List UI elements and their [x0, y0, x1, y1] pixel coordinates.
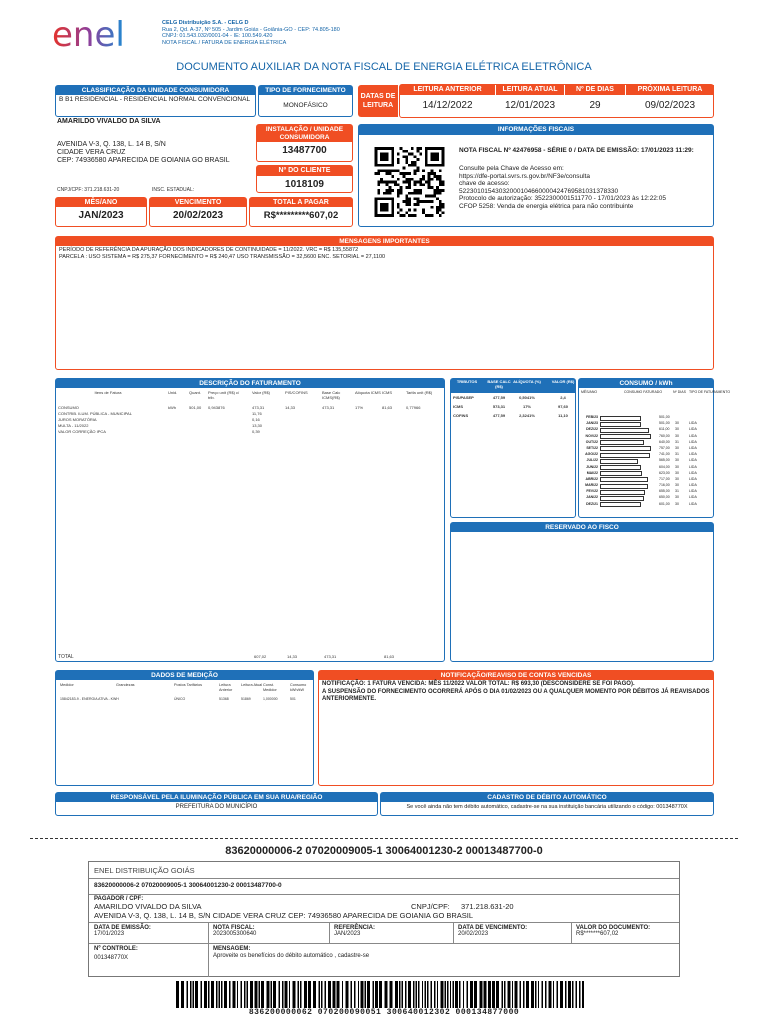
- debito-value: Se você ainda não tem débito automático, cadastre-se na sua instituição bancária utilizando o código: 001348770X: [406, 804, 688, 810]
- stub-emissao: 17/01/2023: [94, 931, 125, 937]
- classificacao-box: CLASSIFICAÇÃO DA UNIDADE CONSUMIDORA B B1 RESIDENCIAL - RESIDENCIAL NORMAL CONVENCIONAL: [55, 85, 256, 117]
- consumo-col-header: MÊS/ANO: [581, 390, 598, 394]
- consumo-bar: [600, 496, 644, 501]
- faturamento-total-value: 607,02: [254, 654, 267, 659]
- table-row: [451, 393, 575, 402]
- total-box: TOTAL A PAGAR R$*********607,02: [249, 197, 353, 227]
- numero-dias: 29: [589, 100, 601, 111]
- cliente-endereco-3: CEP: 74936580 APARECIDA DE GOIANIA GO BRASIL: [57, 157, 230, 164]
- consumo-valor: 741,00: [659, 452, 670, 457]
- table-row: [451, 402, 575, 411]
- consumo-bar: [600, 484, 648, 489]
- proxima-leitura: 09/02/2023: [644, 100, 696, 111]
- consumo-bar: [600, 502, 641, 507]
- consumo-valor: 501,00: [659, 421, 670, 426]
- medicao-cell: 15842183-9 - ENERGIA ATIVA - KWH: [60, 697, 119, 701]
- consumo-tipo: LIDA: [689, 495, 697, 500]
- mesano-value: JAN/2023: [78, 210, 124, 221]
- consumo-valor: 601,00: [659, 501, 670, 506]
- stub-nf: 2023005300640: [213, 931, 257, 937]
- consumo-dias: 30: [675, 458, 679, 463]
- consumo-valor: 716,00: [659, 483, 670, 488]
- datas-leitura-label: DATAS DE LEITURA: [358, 85, 398, 117]
- mensagem-linha-2: PARCELA : USO SISTEMA = R$ 275,37 FORNECIMENTO = R$ 240,47 USO TRANSMISSÃO = 32,5600 ENC. SETORIAL = 27,1100: [59, 254, 386, 260]
- consumo-mes: DEZ/21: [586, 501, 598, 506]
- consumo-valor: 757,00: [659, 445, 670, 450]
- stub-pagador: AMARILDO VIVALDO DA SILVA: [94, 902, 202, 911]
- consumo-valor: 611,00: [659, 427, 670, 432]
- barcode-text: 836200000062 070200090051 300640012302 000134877000: [248, 1008, 520, 1017]
- consumo-dias: 30: [675, 476, 679, 481]
- consumo-valor: 655,00: [659, 489, 670, 494]
- instalacao-box: INSTALAÇÃO / UNIDADE CONSUMIDORA 13487700: [256, 124, 353, 162]
- medicao-cell: 51869: [241, 697, 251, 701]
- medicao-box: DADOS DE MEDIÇÃO Medidor Grandezas Postos Tarifários Leitura Anterior Leitura Atual Const. Medidor Consumo kWh/kW 15842183-9 - ENERGIA ATIVA - KWH ÚNICO 51368 51869 1,000000 501: [55, 670, 314, 786]
- consumo-bar: [600, 477, 648, 482]
- stub-venc: 20/02/2023: [458, 931, 489, 937]
- consumo-dias: 30: [675, 464, 679, 469]
- table-cell: CONSUMO: [58, 405, 79, 410]
- cliente-nome: AMARILDO VIVALDO DA SILVA: [57, 118, 161, 125]
- table-cell: 473,31: [322, 405, 335, 410]
- table-cell: 14,33: [285, 405, 296, 410]
- table-cell: 17%: [522, 404, 531, 409]
- stub-ref: JAN/2023: [334, 931, 361, 937]
- medicao-cell: 1,000000: [263, 697, 278, 701]
- consumo-bar: [600, 446, 651, 451]
- consumo-valor: 640,00: [659, 439, 670, 444]
- consumo-tipo: LIDA: [689, 464, 697, 469]
- consumo-tipo: LIDA: [689, 483, 697, 488]
- consumo-mes: FEV/22: [586, 489, 598, 494]
- instalacao-value: 13487700: [282, 145, 327, 156]
- consumo-dias: 30: [675, 501, 679, 506]
- consumo-col-header: TIPO DE FATURAMENTO: [689, 390, 731, 394]
- consumo-dias: 30: [675, 483, 679, 488]
- consumo-valor: 760,00: [659, 433, 670, 438]
- consumo-mes: JAN/22: [586, 495, 598, 500]
- consumo-tipo: LIDA: [689, 445, 697, 450]
- faturamento-col-header: Itens de Fatura: [94, 390, 122, 395]
- consumo-row: [579, 502, 713, 508]
- consumo-col-header: Nº DIAS: [673, 390, 686, 394]
- consumo-valor: 501,00: [659, 415, 670, 419]
- consumo-dias: 31: [675, 452, 679, 457]
- consumo-valor: 604,00: [659, 464, 670, 469]
- faturamento-box: DESCRIÇÃO DO FATURAMENTO Itens de Fatura Unid. Quant. Preço unit (R$) c/ trib. Valor (R$) PIS/COFINS Base Calc ICMS(R$) Alíquota ICMS ICMS Tarifa unit (R$) CONSUMO kWh 501,00 0,943876 473,31 14,33 473,31 17% 81,63 0,77966 CONTRIB. ILUM. PÚBLICA - MUNICIPAL 11,76 JUROS MORATÓRIA 0,16 MULTA - 11/2022 13,30 VALOR CORREÇÃO IPCA 0,39 TOTAL 607,02 14,33 473,31 81,63: [55, 378, 445, 662]
- faturamento-col-header: Unid.: [168, 390, 178, 395]
- linha-digitavel: 83620000006-2 07020009005-1 30064001230-2 00013487700-0: [225, 845, 543, 857]
- tributos-col-header: BASE CALC (R$): [487, 379, 511, 389]
- cliente-insc: INSC. ESTADUAL:: [152, 187, 195, 193]
- consumo-bar: [600, 471, 642, 476]
- table-row: [56, 429, 444, 435]
- table-row: [451, 411, 575, 420]
- table-cell: 17%: [355, 405, 364, 410]
- cliente-endereco-2: CIDADE VERA CRUZ: [57, 149, 126, 156]
- cut-line: [30, 838, 738, 839]
- consumo-mes: OUT/22: [585, 439, 598, 444]
- medicao-col-header: Const. Medidor: [263, 683, 277, 692]
- table-cell: 0,5041%: [519, 395, 535, 400]
- tributos-col-header: TRIBUTOS: [456, 379, 478, 384]
- page-title: DOCUMENTO AUXILIAR DA NOTA FISCAL DE ENERGIA ELÉTRICA ELETRÔNICA: [176, 61, 592, 73]
- consumo-tipo: LIDA: [689, 433, 697, 438]
- notificacao-linha-1: NOTIFICAÇÃO: 1 FATURA VENCIDA: MÊS 11/2022 VALOR TOTAL: R$ 693,30 (DESCONSIDERE SE FOI PAGO).: [322, 681, 635, 687]
- faturamento-col-header: Valor (R$): [252, 390, 270, 395]
- consumo-dias: 30: [675, 433, 679, 438]
- consumo-mes: FEB/23: [586, 415, 598, 419]
- iluminacao-value: PREFEITURA DO MUNICÍPIO: [175, 804, 258, 810]
- consumo-mes: ABR/22: [585, 476, 598, 481]
- table-cell: 81,63: [382, 405, 393, 410]
- table-cell: CONTRIB. ILUM. PÚBLICA - MUNICIPAL: [58, 411, 132, 416]
- consumo-bar: [600, 434, 651, 439]
- medicao-col-header: Leitura Atual: [241, 683, 263, 687]
- consumo-tipo: LIDA: [689, 489, 697, 494]
- consumo-tipo: LIDA: [689, 476, 697, 481]
- stub-mensagem: Aproveite os benefícios do débito automático , cadastre-se: [213, 953, 370, 959]
- table-cell: 0,943876: [208, 405, 225, 410]
- consumo-mes: SET/22: [586, 445, 598, 450]
- leituras-box: LEITURA ANTERIOR LEITURA ATUAL Nº DE DIAS PRÓXIMA LEITURA 14/12/2022 12/01/2023 29 09/02/2023: [399, 84, 714, 118]
- table-cell: 477,59: [492, 395, 506, 400]
- stub-endereco: AVENIDA V-3, Q. 138, L. 14 B, S/N CIDADE VERA CRUZ CEP: 74936580 APARECIDA DE GOIANIA GO BRASIL: [94, 911, 474, 920]
- stub-cnpj: 371.218.631-20: [461, 902, 514, 911]
- consumo-mes: MAI/22: [586, 470, 598, 475]
- medicao-col-header: Postos Tarifários: [174, 683, 202, 687]
- consumo-box: CONSUMO / kWh MÊS/ANO CONSUMO FATURADO Nº DIAS TIPO DE FATURAMENTO FEB/23 501,00 JAN/23 501,00 30 LIDA DEZ/22 611,00 30 LIDA NOV/22 760,00 30 LIDA OUT/22 640,00 31 LIDA SET/22 757,00 30 LIDA AGO/22 741,00 31 LIDA JUL/22 565,00 30 LIDA JUN/22 604,00 30 LIDA MAI/22 623,00 30 LIDA ABR/22 717,00 30 LIDA MAR/22 716,00 30 LIDA FEV/22 655,00 31 LIDA JAN/22 650,00 30 LIDA DEZ/21 601,00 30 LIDA: [578, 378, 714, 518]
- table-cell: VALOR CORREÇÃO IPCA: [58, 429, 106, 434]
- debito-box: CADASTRO DE DÉBITO AUTOMÁTICO Se você ainda não tem débito automático, cadastre-se na sua instituição bancária utilizando o código: 001348770X: [380, 792, 714, 816]
- fornecimento-box: TIPO DE FORNECIMENTO MONOFÁSICO: [258, 85, 353, 117]
- consumo-tipo: LIDA: [689, 421, 697, 426]
- consumo-dias: 30: [675, 470, 679, 475]
- medicao-cell: 501: [290, 697, 296, 701]
- consumo-bar: [600, 453, 650, 458]
- notificacao-box: NOTIFICAÇÃO/REAVISO DE CONTAS VENCIDAS NOTIFICAÇÃO: 1 FATURA VENCIDA: MÊS 11/2022 VALOR TOTAL: R$ 693,30 (DESCONSIDERE SE FOI PAGO). A SUSPENSÃO DO FORNECIMENTO OCORRERÁ APÓS O DIA 01/02/2023 OU A QUALQUER MOMENTO POR DÉBITOS JÁ REAVISADOS ANTERIORMENTE.: [318, 670, 714, 786]
- consumo-bar: [600, 490, 645, 495]
- table-cell: 13,30: [252, 423, 263, 428]
- barcode: [176, 981, 584, 1008]
- consumo-tipo: LIDA: [689, 501, 697, 506]
- faturamento-col-header: Tarifa unit (R$): [406, 390, 433, 395]
- stub-empresa: ENEL DISTRIBUIÇÃO GOIÁS: [94, 866, 195, 875]
- faturamento-col-header: Preço unit (R$) c/ trib.: [208, 390, 240, 400]
- company-name: CELG Distribuição S.A. - CELG D: [162, 20, 249, 26]
- faturamento-col-header: Base Calc ICMS(R$): [322, 390, 341, 400]
- faturamento-total-value: 14,33: [287, 654, 298, 659]
- classificacao-value: B B1 RESIDENCIAL - RESIDENCIAL NORMAL CONVENCIONAL: [59, 96, 251, 103]
- table-cell: 0,39: [252, 429, 260, 434]
- vencimento-value: 20/02/2023: [172, 210, 224, 221]
- faturamento-total-value: 473,31: [324, 654, 337, 659]
- medicao-col-header: Consumo kWh/kW: [290, 683, 307, 692]
- table-cell: kWh: [168, 405, 176, 410]
- table-cell: JUROS MORATÓRIA: [58, 417, 97, 422]
- table-cell: 11,10: [558, 413, 568, 418]
- consumo-tipo: LIDA: [689, 470, 697, 475]
- reservado-box: RESERVADO AO FISCO: [450, 522, 714, 662]
- iluminacao-box: RESPONSÁVEL PELA ILUMINAÇÃO PÚBLICA EM SUA RUA/REGIÃO PREFEITURA DO MUNICÍPIO: [55, 792, 378, 816]
- table-cell: 2,4: [560, 395, 566, 400]
- consumo-dias: 30: [675, 421, 679, 426]
- cliente-cpf: CNPJ/CPF: 371.218.631-20: [57, 187, 120, 193]
- stub-codigo: 83620000006-2 07020009005-1 30064001230-2 00013487700-0: [94, 882, 282, 889]
- consumo-valor: 565,00: [659, 458, 670, 463]
- consumo-tipo: LIDA: [689, 427, 697, 432]
- cliente-endereco-1: AVENIDA V-3, Q. 138, L. 14 B, S/N: [57, 141, 166, 148]
- svg-text:enel: enel: [52, 15, 125, 54]
- consumo-mes: MAR/22: [585, 483, 598, 488]
- consumo-tipo: LIDA: [689, 439, 697, 444]
- faturamento-total-label: TOTAL: [58, 654, 74, 660]
- table-cell: 2,3241%: [519, 413, 535, 418]
- company-cnpj: CNPJ: 01.543.032/0001-04 - IE: 100.549.420: [162, 33, 273, 39]
- consumo-dias: 30: [675, 445, 679, 450]
- consumo-mes: DEZ/22: [586, 427, 598, 432]
- faturamento-total-value: 81,63: [384, 654, 395, 659]
- company-doc-type: NOTA FISCAL / FATURA DE ENERGIA ELÉTRICA: [162, 39, 287, 46]
- table-cell: ICMS: [453, 404, 463, 409]
- consumo-mes: JUN/22: [586, 464, 598, 469]
- consumo-tipo: LIDA: [689, 458, 697, 463]
- company-address: Rua 2, Qd. A-37, Nº 505 - Jardim Goiás - Goiânia-GO - CEP: 74.805-180: [162, 26, 340, 33]
- tributos-header-row: [451, 379, 575, 393]
- consumo-valor: 650,00: [659, 495, 670, 500]
- leitura-atual: 12/01/2023: [504, 100, 556, 111]
- cliente-numero: 1018109: [285, 179, 324, 190]
- tributos-col-header: VALOR (R$): [551, 379, 575, 384]
- qr-code: [372, 147, 447, 217]
- table-cell: 0,16: [252, 417, 260, 422]
- consumo-dias: 31: [675, 439, 679, 444]
- tributos-box: [450, 378, 576, 518]
- tributos-col-header: ALÍQUOTA (%): [513, 379, 541, 384]
- cliente-box: Nº DO CLIENTE 1018109: [256, 165, 353, 193]
- consumo-valor: 623,00: [659, 470, 670, 475]
- table-cell: 473,31: [252, 405, 265, 410]
- mensagens-box: MENSAGENS IMPORTANTES PERÍODO DE REFERÊNCIA DA APURAÇÃO DOS INDICADORES DE CONTINUIDADE = 11/2022. VRC = R$ 135,55872 PARCELA : USO SISTEMA = R$ 275,37 FORNECIMENTO = R$ 240,47 USO TRANSMISSÃO = 32,5600 ENC. SETORIAL = 27,1100: [55, 236, 714, 370]
- table-cell: 97,60: [557, 404, 568, 409]
- medicao-cell: 51368: [219, 697, 229, 701]
- consumo-mes: JAN/23: [586, 421, 598, 426]
- consumo-bar: [600, 465, 641, 470]
- stub-valor: R$*******607,02: [576, 931, 619, 937]
- mensagem-linha-1: PERÍODO DE REFERÊNCIA DA APURAÇÃO DOS INDICADORES DE CONTINUIDADE = 11/2022. VRC = R$ 135,55872: [59, 247, 359, 253]
- consumo-bar: [600, 440, 644, 445]
- consumo-bar: [600, 422, 641, 427]
- faturamento-col-header: Quant.: [189, 390, 202, 395]
- consumo-bar: [600, 416, 641, 421]
- consumo-tipo: LIDA: [689, 452, 697, 457]
- table-cell: MULTA - 11/2022: [58, 423, 89, 428]
- vencimento-box: VENCIMENTO 20/02/2023: [149, 197, 247, 227]
- consumo-mes: NOV/22: [585, 433, 598, 438]
- medicao-cell: ÚNICO: [174, 697, 186, 701]
- consumo-dias: 31: [675, 489, 679, 494]
- faturamento-col-header: Alíquota ICMS: [355, 390, 381, 395]
- table-cell: 573,31: [492, 404, 506, 409]
- faturamento-col-header: ICMS: [382, 390, 392, 395]
- table-cell: 0,77966: [406, 405, 421, 410]
- faturamento-col-header: PIS/COFINS: [285, 390, 308, 395]
- table-cell: 11,76: [252, 411, 262, 416]
- total-value: R$*********607,02: [263, 210, 339, 221]
- stub-box: ENEL DISTRIBUIÇÃO GOIÁS 83620000006-2 07020009005-1 30064001230-2 00013487700-0 PAGADOR / CPF: AMARILDO VIVALDO DA SILVA CNPJ/CPF: 371.218.631-20 AVENIDA V-3, Q. 138, L. 14 B, S/N CIDADE VERA CRUZ CEP: 74936580 APARECIDA DE GOIANIA GO BRASIL DATA DE EMISSÃO: 17/01/2023 NOTA FISCAL: 2023005300640 REFERÊNCIA: JAN/2023 DATA DE VENCIMENTO: 20/02/2023 VALOR DO DOCUMENTO: R$*******607,02 Nº CONTROLE: 001348770X MENSAGEM: Aproveite os benefícios do débito automático , cadastre-se: [88, 861, 680, 977]
- consumo-valor: 717,00: [659, 476, 670, 481]
- enel-logo: [52, 12, 142, 54]
- medicao-col-header: Leitura Anterior: [219, 683, 233, 692]
- table-cell: COFINS: [453, 413, 469, 418]
- stub-controle: 001348770X: [94, 955, 129, 961]
- table-cell: 501,00: [189, 405, 202, 410]
- leitura-anterior: 14/12/2022: [422, 100, 473, 111]
- fiscal-box: INFORMAÇÕES FISCAIS NOTA FISCAL Nº 42476958 - SÉRIE 0 / DATA DE EMISSÃO: 17/01/2023 11:29: Consulte pela Chave de Acesso em: https://dfe-portal.svrs.rs.gov.br/NF3e/consulta chave de acesso: 52230101543032000104660000424769581031378330 Protocolo de autorização: 3522300001511770 - 17/01/2023 às 12:22:05 CFOP 5258: Venda de energia elétrica para não contribuinte: [358, 124, 714, 227]
- fiscal-nota: NOTA FISCAL Nº 42476958 - SÉRIE 0 / DATA DE EMISSÃO: 17/01/2023 11:29:: [459, 147, 694, 154]
- fornecimento-value: MONOFÁSICO: [283, 102, 328, 109]
- consumo-dias: 30: [675, 495, 679, 500]
- consumo-mes: AGO/22: [585, 452, 598, 457]
- mesano-box: MÊS/ANO JAN/2023: [55, 197, 147, 227]
- table-cell: 477,59: [492, 413, 506, 418]
- consumo-bar: [600, 459, 638, 464]
- consumo-dias: 30: [675, 427, 679, 432]
- notificacao-linha-2: A SUSPENSÃO DO FORNECIMENTO OCORRERÁ APÓS O DIA 01/02/2023 OU A QUALQUER MOMENTO POR DÉBITOS JÁ REAVISADOS ANTERIORMENTE.: [322, 688, 710, 702]
- consumo-mes: JUL/22: [586, 458, 598, 463]
- medicao-col-header: Medidor: [60, 683, 74, 687]
- table-cell: PIS/PASEP: [453, 395, 474, 400]
- consumo-bar: [600, 428, 649, 433]
- medicao-col-header: Grandezas: [116, 683, 135, 687]
- consumo-col-header: CONSUMO FATURADO: [624, 390, 663, 394]
